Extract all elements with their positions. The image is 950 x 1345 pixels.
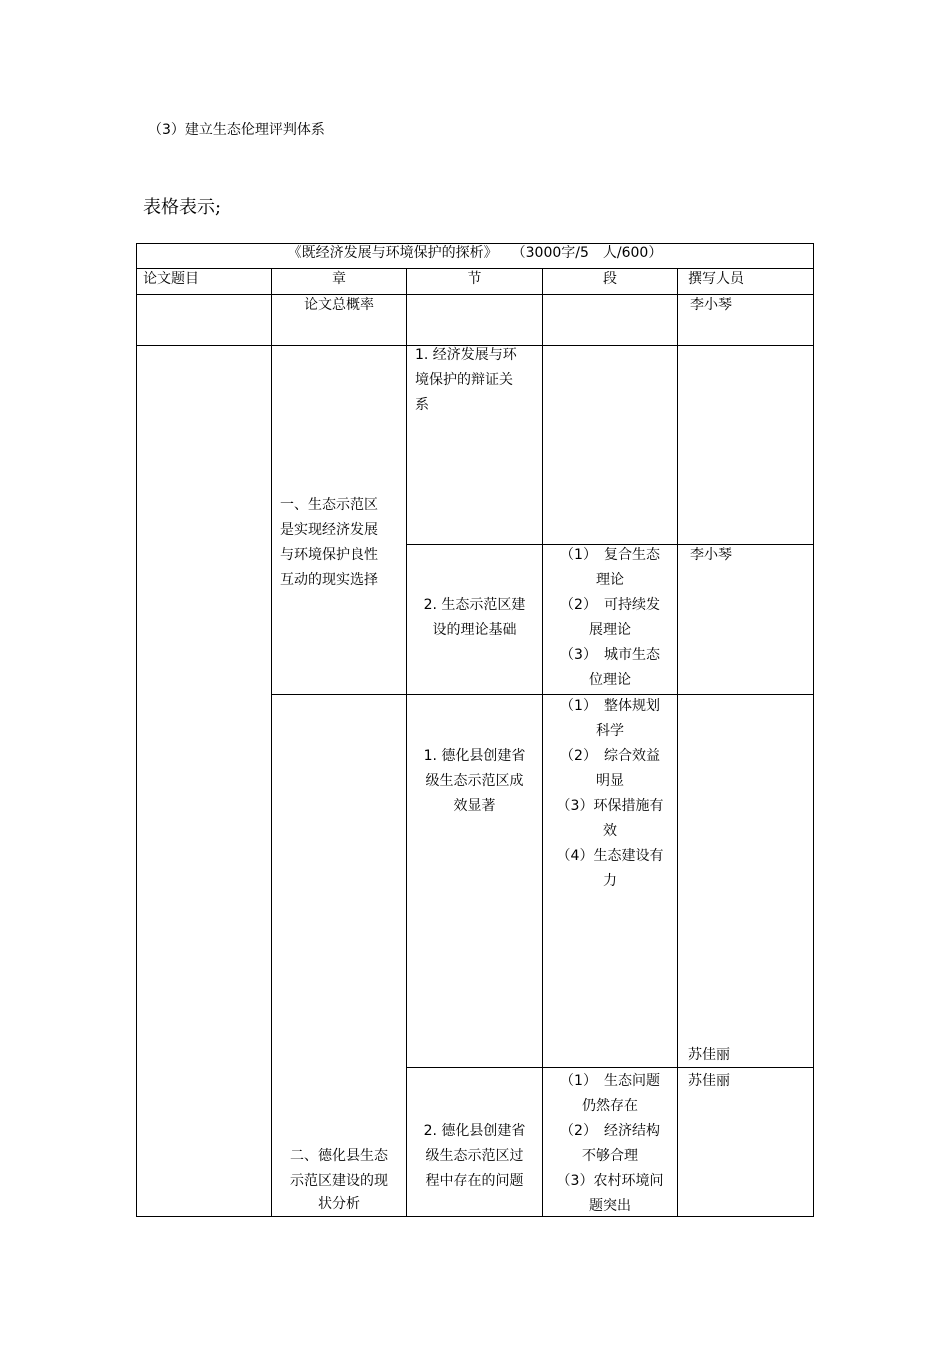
ch2-sec1-writer: 苏佳丽 bbox=[688, 1047, 730, 1063]
ch2-title-line: 二、德化县生态 bbox=[290, 1148, 388, 1164]
ch1-sec2-writer: 李小琴 bbox=[690, 547, 732, 563]
ch2-sec1-para: 科学 bbox=[596, 723, 624, 739]
header-writer: 撰写人员 bbox=[688, 271, 744, 287]
ch2-sec2-para: 仍然存在 bbox=[582, 1098, 638, 1114]
ch2-sec2-line: 2. 德化县创建省 bbox=[423, 1123, 526, 1139]
ch1-sec1-line: 境保护的辩证关 bbox=[415, 372, 513, 388]
table-title: 《既经济发展与环境保护的探析》 （3000字/5 人/600） bbox=[287, 245, 663, 261]
ch2-sec2-para: （1） 生态问题 bbox=[560, 1073, 660, 1089]
ch2-sec2-line: 级生态示范区过 bbox=[425, 1148, 524, 1164]
ch2-sec1-line: 级生态示范区成 bbox=[425, 773, 524, 789]
ch2-sec2-line: 程中存在的问题 bbox=[425, 1173, 524, 1189]
ch2-sec1-para: （1） 整体规划 bbox=[560, 698, 660, 714]
ch1-title-line: 是实现经济发展 bbox=[280, 522, 378, 538]
header-chapter: 章 bbox=[332, 271, 346, 287]
ch1-sec2-line: 设的理论基础 bbox=[432, 622, 517, 638]
ch2-sec2-para: （3）农村环境问 bbox=[556, 1173, 664, 1189]
ch1-sec2-para: 展理论 bbox=[589, 622, 631, 638]
ch2-sec1-para: 效 bbox=[603, 823, 617, 839]
header-topic: 论文题目 bbox=[143, 271, 199, 287]
ch2-title-line: 示范区建设的现 bbox=[290, 1173, 388, 1189]
ch2-sec2-para: 不够合理 bbox=[582, 1148, 638, 1164]
ch2-sec2-writer: 苏佳丽 bbox=[688, 1073, 730, 1089]
ch2-sec1-line: 效显著 bbox=[453, 798, 496, 814]
ch1-title-line: 一、生态示范区 bbox=[280, 497, 378, 513]
ch1-title-line: 互动的现实选择 bbox=[280, 572, 378, 588]
ch1-sec2-para: 理论 bbox=[596, 572, 624, 588]
ch2-sec2-para: 题突出 bbox=[589, 1198, 631, 1214]
header-section: 节 bbox=[467, 271, 482, 287]
ch2-sec1-para: （4）生态建设有 bbox=[556, 848, 664, 864]
overview-chapter: 论文总概率 bbox=[304, 297, 374, 313]
ch2-sec1-para: （2） 综合效益 bbox=[560, 748, 660, 764]
ch2-sec1-line: 1. 德化县创建省 bbox=[423, 748, 526, 764]
ch1-title-line: 与环境保护良性 bbox=[280, 547, 378, 563]
intro-text: 表格表示; bbox=[143, 197, 222, 218]
ch1-sec2-para: （2） 可持续发 bbox=[560, 597, 660, 613]
ch1-sec2-para: （3） 城市生态 bbox=[560, 647, 660, 663]
ch1-sec2-para: 位理论 bbox=[589, 672, 631, 688]
overview-writer: 李小琴 bbox=[690, 297, 732, 313]
section-heading: （3）建立生态伦理评判体系 bbox=[148, 122, 325, 138]
ch2-sec1-para: 明显 bbox=[596, 773, 624, 789]
ch1-sec1-line: 系 bbox=[415, 397, 429, 413]
ch1-sec2-para: （1） 复合生态 bbox=[560, 547, 660, 563]
ch1-sec2-line: 2. 生态示范区建 bbox=[423, 597, 526, 613]
ch2-sec2-para: （2） 经济结构 bbox=[560, 1123, 660, 1139]
ch2-title-line: 状分析 bbox=[318, 1196, 360, 1212]
header-paragraph: 段 bbox=[603, 271, 617, 287]
ch2-sec1-para: 力 bbox=[603, 873, 617, 889]
ch1-sec1-line: 1. 经济发展与环 bbox=[415, 347, 517, 363]
ch2-sec1-para: （3）环保措施有 bbox=[556, 798, 664, 814]
